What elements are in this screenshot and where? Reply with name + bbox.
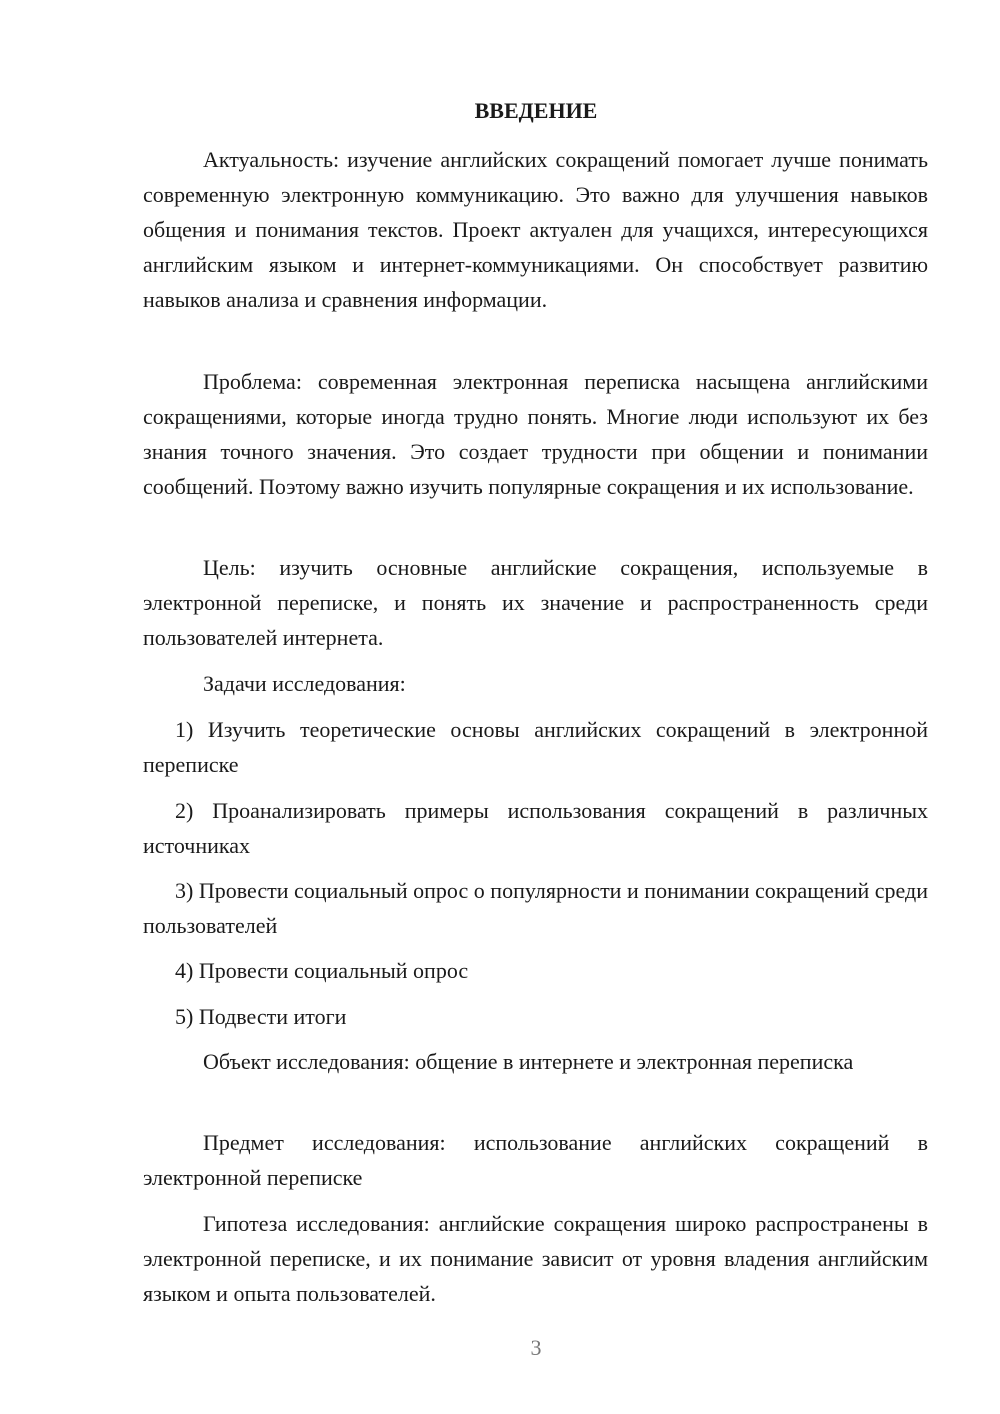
page-number: 3	[530, 1335, 542, 1360]
list-item: 4) Провести социальный опрос	[175, 958, 469, 983]
paragraph-subject: Предмет исследования: использование английских сокращений в электронной переписке	[143, 1130, 928, 1190]
paragraph-hypothesis: Гипотеза исследования: английские сокращения широко распространены в электронной переписке, и их понимание зависит от уровня владения английским языком и опыта пользователей.	[143, 1211, 928, 1306]
list-item: 3) Провести социальный опрос о популярности и понимании сокращений среди пользователей	[143, 878, 928, 938]
list-item: 5) Подвести итоги	[175, 1004, 347, 1029]
list-item: 1) Изучить теоретические основы английских сокращений в электронной переписке	[143, 717, 928, 777]
list-item: 2) Проанализировать примеры использования сокращений в различных источниках	[143, 798, 928, 858]
page-title: ВВЕДЕНИЕ	[474, 98, 598, 123]
paragraph-problem: Проблема: современная электронная переписка насыщена английскими сокращениями, которые иногда трудно понять. Многие люди используют их без знания точного значения. Это создает трудности при общении и понимании сообщений. Поэтому важно изучить популярные сокращения и их использование.	[143, 369, 928, 499]
paragraph-goal: Цель: изучить основные английские сокращения, используемые в электронной переписке, и понять их значение и распространенность среди пользователей интернета.	[143, 555, 928, 650]
paragraph-relevance: Актуальность: изучение английских сокращений помогает лучше понимать современную электронную коммуникацию. Это важно для улучшения навыков общения и понимания текстов. Проект актуален для учащихся, интересующихся английским языком и интернет-коммуникациями. Он способствует развитию навыков анализа и сравнения информации.	[143, 147, 928, 312]
tasks-heading: Задачи исследования:	[203, 671, 406, 696]
paragraph-object: Объект исследования: общение в интернете и электронная переписка	[203, 1049, 854, 1074]
